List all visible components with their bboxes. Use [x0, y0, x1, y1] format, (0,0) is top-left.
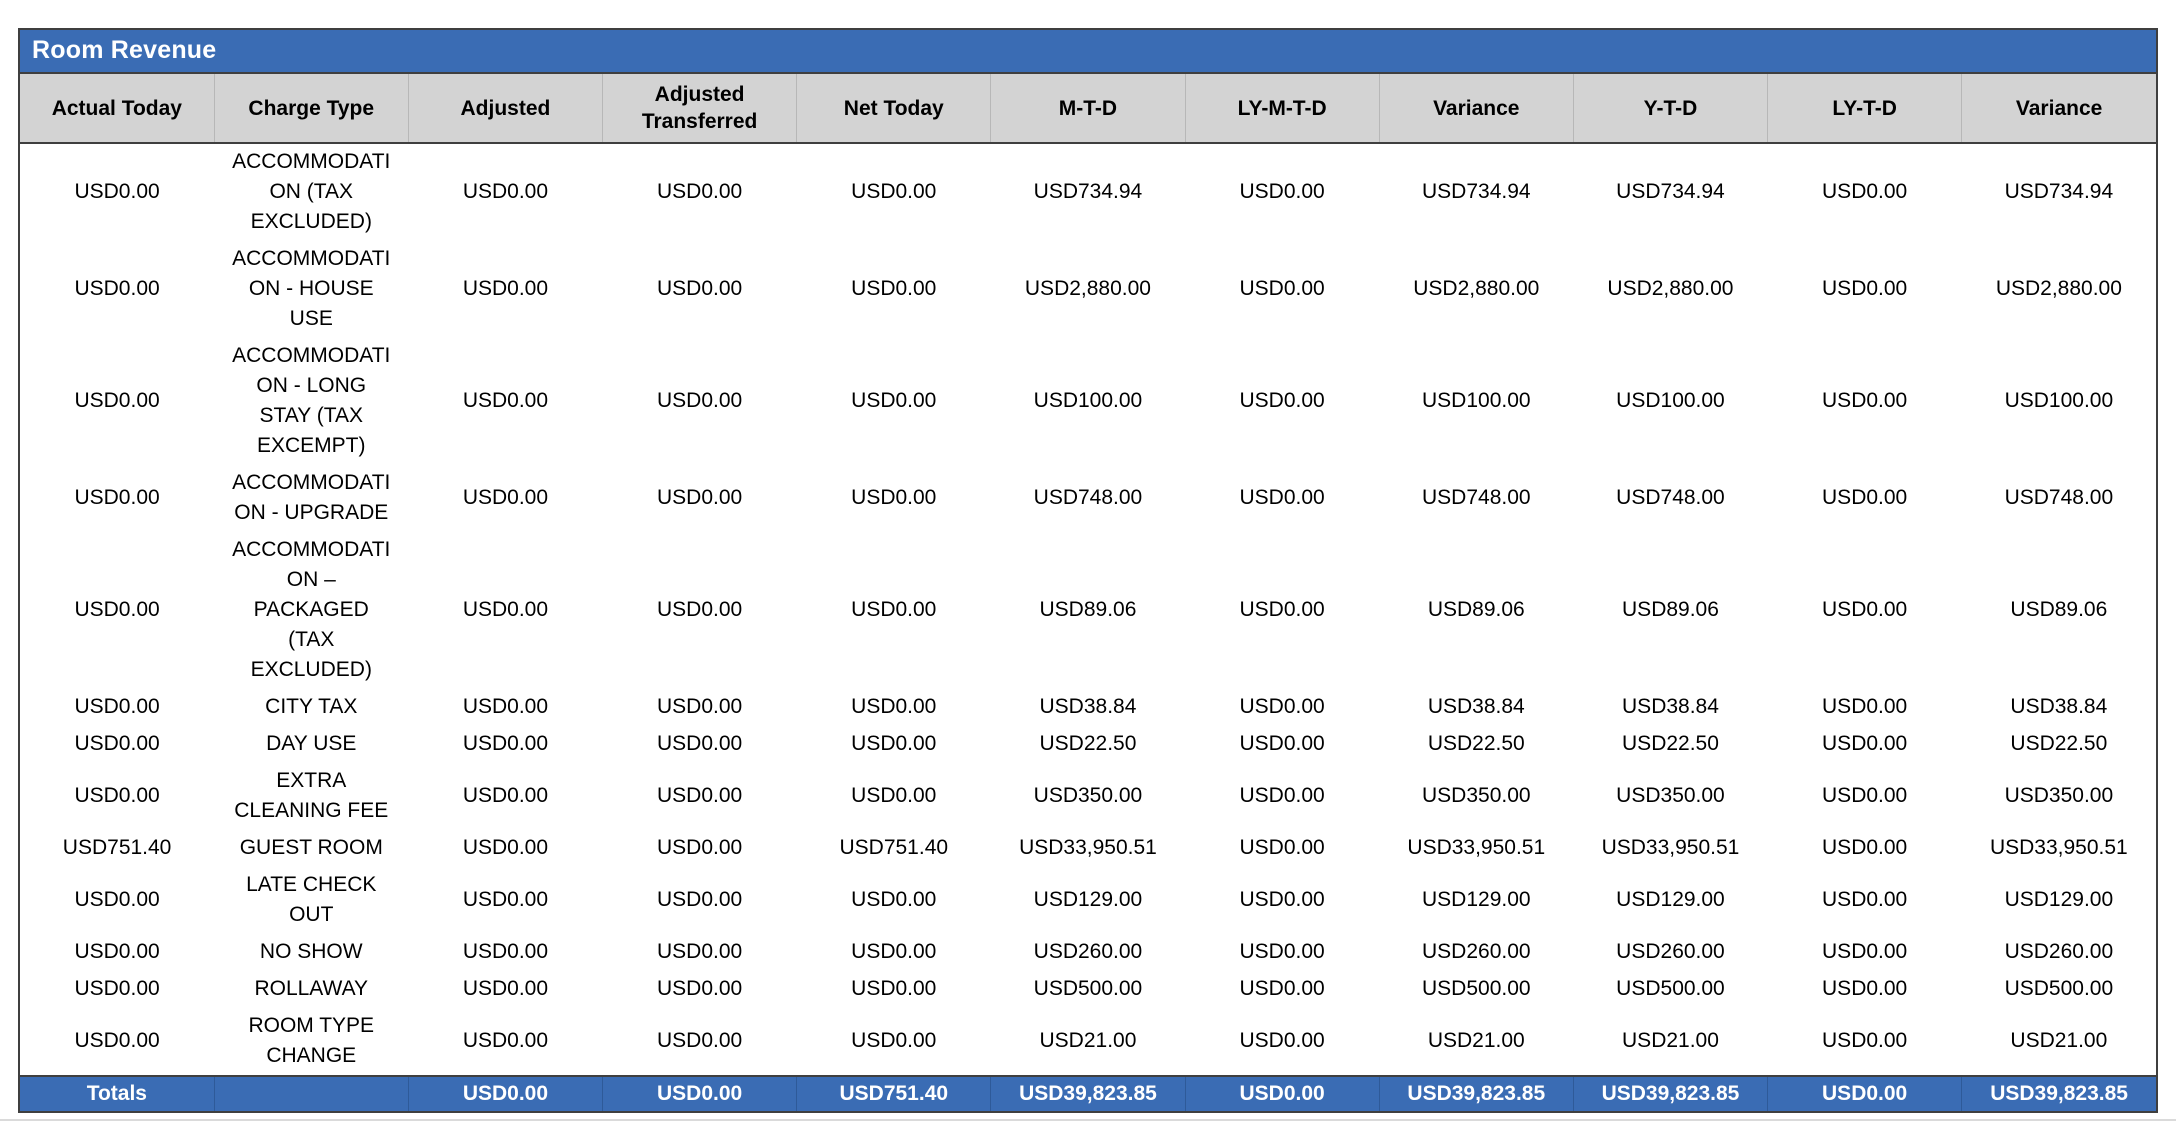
value-cell: USD129.00: [991, 867, 1185, 934]
value-cell: USD0.00: [20, 241, 214, 338]
value-cell: USD748.00: [1573, 465, 1767, 532]
value-cell: USD33,950.51: [991, 830, 1185, 867]
value-cell: USD0.00: [408, 465, 602, 532]
value-cell: USD0.00: [797, 971, 991, 1008]
value-cell: USD129.00: [1379, 867, 1573, 934]
value-cell: USD38.84: [991, 689, 1185, 726]
table-row-guest-room: [20, 830, 2156, 867]
value-cell: USD500.00: [991, 971, 1185, 1008]
value-cell: USD89.06: [1379, 532, 1573, 689]
value-cell: USD0.00: [20, 1008, 214, 1076]
column-header-charge-type: Charge Type: [214, 74, 408, 143]
value-cell: USD0.00: [603, 241, 797, 338]
totals-value-cell: USD39,823.85: [1573, 1076, 1767, 1111]
value-cell: USD0.00: [1185, 143, 1379, 241]
value-cell: USD0.00: [797, 338, 991, 465]
report-title: Room Revenue: [32, 36, 217, 64]
value-cell: USD350.00: [1573, 763, 1767, 830]
value-cell: USD0.00: [603, 338, 797, 465]
value-cell: USD0.00: [20, 726, 214, 763]
value-cell: USD0.00: [797, 867, 991, 934]
value-cell: USD33,950.51: [1962, 830, 2156, 867]
totals-label-cell: Totals: [20, 1076, 214, 1111]
value-cell: USD734.94: [1962, 143, 2156, 241]
value-cell: USD2,880.00: [991, 241, 1185, 338]
value-cell: USD0.00: [408, 338, 602, 465]
value-cell: USD21.00: [1379, 1008, 1573, 1076]
value-cell: USD129.00: [1573, 867, 1767, 934]
value-cell: USD33,950.51: [1573, 830, 1767, 867]
table-row-extra-cleaning-fee: [20, 763, 2156, 830]
value-cell: USD0.00: [1185, 830, 1379, 867]
value-cell: USD38.84: [1962, 689, 2156, 726]
value-cell: USD22.50: [1379, 726, 1573, 763]
value-cell: USD0.00: [408, 241, 602, 338]
column-header-ly-m-t-d: LY-M-T-D: [1185, 74, 1379, 143]
charge-type-cell: GUEST ROOM: [214, 830, 408, 867]
value-cell: USD260.00: [1379, 934, 1573, 971]
totals-row: [20, 1076, 2156, 1111]
value-cell: USD0.00: [797, 934, 991, 971]
value-cell: USD0.00: [1768, 830, 1962, 867]
value-cell: USD751.40: [20, 830, 214, 867]
value-cell: USD734.94: [1379, 143, 1573, 241]
value-cell: USD0.00: [408, 143, 602, 241]
charge-type-cell: CITY TAX: [214, 689, 408, 726]
value-cell: USD0.00: [603, 465, 797, 532]
value-cell: USD0.00: [408, 1008, 602, 1076]
value-cell: USD89.06: [1573, 532, 1767, 689]
column-header-variance-2: Variance: [1962, 74, 2156, 143]
charge-type-cell: ROOM TYPE CHANGE: [214, 1008, 408, 1076]
room-revenue-table: [20, 74, 2156, 1111]
charge-type-cell: DAY USE: [214, 726, 408, 763]
table-row-accommodation-house-use: [20, 241, 2156, 338]
value-cell: USD89.06: [991, 532, 1185, 689]
value-cell: USD0.00: [1185, 934, 1379, 971]
table-row-accommodation-long-stay-tax-excempt: [20, 338, 2156, 465]
value-cell: USD0.00: [1185, 241, 1379, 338]
value-cell: USD0.00: [603, 971, 797, 1008]
value-cell: USD0.00: [603, 763, 797, 830]
value-cell: USD0.00: [1768, 934, 1962, 971]
value-cell: USD0.00: [603, 532, 797, 689]
table-row-no-show: [20, 934, 2156, 971]
column-header-actual-today: Actual Today: [20, 74, 214, 143]
value-cell: USD21.00: [991, 1008, 1185, 1076]
value-cell: USD0.00: [408, 830, 602, 867]
value-cell: USD748.00: [991, 465, 1185, 532]
charge-type-cell: ACCOMMODATION (TAX EXCLUDED): [214, 143, 408, 241]
totals-value-cell: USD751.40: [797, 1076, 991, 1111]
value-cell: USD0.00: [20, 338, 214, 465]
column-header-variance: Variance: [1379, 74, 1573, 143]
value-cell: USD0.00: [1185, 971, 1379, 1008]
value-cell: USD0.00: [797, 241, 991, 338]
table-row-accommodation-packaged-tax-excluded: [20, 532, 2156, 689]
value-cell: USD0.00: [1768, 689, 1962, 726]
value-cell: USD0.00: [1768, 971, 1962, 1008]
value-cell: USD500.00: [1962, 971, 2156, 1008]
value-cell: USD350.00: [991, 763, 1185, 830]
value-cell: USD0.00: [1768, 726, 1962, 763]
charge-type-cell: ACCOMMODATION - HOUSE USE: [214, 241, 408, 338]
value-cell: USD0.00: [603, 830, 797, 867]
value-cell: USD0.00: [797, 726, 991, 763]
value-cell: USD0.00: [20, 934, 214, 971]
value-cell: USD0.00: [603, 1008, 797, 1076]
value-cell: USD0.00: [1185, 532, 1379, 689]
table-row-accommodation-upgrade: [20, 465, 2156, 532]
table-row-accommodation-tax-excluded: [20, 143, 2156, 241]
value-cell: USD0.00: [20, 689, 214, 726]
value-cell: USD129.00: [1962, 867, 2156, 934]
totals-value-cell: USD39,823.85: [1962, 1076, 2156, 1111]
room-revenue-report: [18, 28, 2158, 1113]
value-cell: USD0.00: [797, 532, 991, 689]
value-cell: USD0.00: [408, 532, 602, 689]
value-cell: USD0.00: [1768, 867, 1962, 934]
totals-value-cell: USD0.00: [1768, 1076, 1962, 1111]
value-cell: USD0.00: [1768, 1008, 1962, 1076]
table-header: [20, 74, 2156, 143]
column-header-ly-t-d: LY-T-D: [1768, 74, 1962, 143]
value-cell: USD0.00: [797, 143, 991, 241]
value-cell: USD0.00: [797, 465, 991, 532]
value-cell: USD0.00: [408, 726, 602, 763]
totals-value-cell: USD0.00: [408, 1076, 602, 1111]
value-cell: USD0.00: [603, 867, 797, 934]
value-cell: USD2,880.00: [1962, 241, 2156, 338]
value-cell: USD22.50: [991, 726, 1185, 763]
value-cell: USD0.00: [1768, 143, 1962, 241]
column-header-net-today: Net Today: [797, 74, 991, 143]
value-cell: USD21.00: [1962, 1008, 2156, 1076]
value-cell: USD38.84: [1379, 689, 1573, 726]
value-cell: USD260.00: [991, 934, 1185, 971]
value-cell: USD0.00: [603, 689, 797, 726]
table-body: [20, 143, 2156, 1111]
value-cell: USD350.00: [1379, 763, 1573, 830]
charge-type-cell: ACCOMMODATION - LONG STAY (TAX EXCEMPT): [214, 338, 408, 465]
value-cell: USD38.84: [1573, 689, 1767, 726]
value-cell: USD0.00: [797, 689, 991, 726]
value-cell: USD0.00: [603, 934, 797, 971]
value-cell: USD0.00: [20, 532, 214, 689]
value-cell: USD21.00: [1573, 1008, 1767, 1076]
charge-type-cell: ROLLAWAY: [214, 971, 408, 1008]
report-title-bar: [20, 30, 2156, 74]
value-cell: USD0.00: [408, 763, 602, 830]
value-cell: USD0.00: [1185, 763, 1379, 830]
totals-value-cell: USD0.00: [603, 1076, 797, 1111]
value-cell: USD0.00: [1185, 726, 1379, 763]
value-cell: USD100.00: [991, 338, 1185, 465]
column-header-y-t-d: Y-T-D: [1573, 74, 1767, 143]
page-bottom-rule: [0, 1119, 2176, 1121]
totals-value-cell: USD0.00: [1185, 1076, 1379, 1111]
value-cell: USD260.00: [1573, 934, 1767, 971]
table-row-room-type-change: [20, 1008, 2156, 1076]
value-cell: USD0.00: [20, 971, 214, 1008]
value-cell: USD0.00: [797, 1008, 991, 1076]
value-cell: USD500.00: [1379, 971, 1573, 1008]
charge-type-cell: EXTRA CLEANING FEE: [214, 763, 408, 830]
value-cell: USD0.00: [1768, 763, 1962, 830]
value-cell: USD0.00: [797, 763, 991, 830]
value-cell: USD734.94: [1573, 143, 1767, 241]
value-cell: USD0.00: [603, 143, 797, 241]
charge-type-cell: NO SHOW: [214, 934, 408, 971]
value-cell: USD0.00: [1768, 465, 1962, 532]
value-cell: USD0.00: [408, 867, 602, 934]
value-cell: USD751.40: [797, 830, 991, 867]
value-cell: USD734.94: [991, 143, 1185, 241]
totals-value-cell: [214, 1076, 408, 1111]
charge-type-cell: LATE CHECK OUT: [214, 867, 408, 934]
value-cell: USD100.00: [1962, 338, 2156, 465]
value-cell: USD0.00: [1185, 867, 1379, 934]
value-cell: USD0.00: [1185, 1008, 1379, 1076]
value-cell: USD0.00: [1185, 338, 1379, 465]
value-cell: USD0.00: [1768, 338, 1962, 465]
value-cell: USD100.00: [1573, 338, 1767, 465]
value-cell: USD0.00: [603, 726, 797, 763]
table-row-city-tax: [20, 689, 2156, 726]
header-row: [20, 74, 2156, 143]
value-cell: USD22.50: [1962, 726, 2156, 763]
value-cell: USD748.00: [1379, 465, 1573, 532]
value-cell: USD748.00: [1962, 465, 2156, 532]
value-cell: USD0.00: [1768, 532, 1962, 689]
value-cell: USD0.00: [408, 934, 602, 971]
value-cell: USD33,950.51: [1379, 830, 1573, 867]
charge-type-cell: ACCOMMODATION – PACKAGED (TAX EXCLUDED): [214, 532, 408, 689]
value-cell: USD89.06: [1962, 532, 2156, 689]
column-header-m-t-d: M-T-D: [991, 74, 1185, 143]
value-cell: USD350.00: [1962, 763, 2156, 830]
value-cell: USD0.00: [1768, 241, 1962, 338]
table-row-rollaway: [20, 971, 2156, 1008]
column-header-adjusted-transferred: Adjusted Transferred: [603, 74, 797, 143]
value-cell: USD0.00: [408, 971, 602, 1008]
value-cell: USD0.00: [1185, 689, 1379, 726]
totals-value-cell: USD39,823.85: [991, 1076, 1185, 1111]
table-row-late-check-out: [20, 867, 2156, 934]
value-cell: USD2,880.00: [1379, 241, 1573, 338]
value-cell: USD0.00: [20, 465, 214, 532]
charge-type-cell: ACCOMMODATION - UPGRADE: [214, 465, 408, 532]
value-cell: USD2,880.00: [1573, 241, 1767, 338]
totals-value-cell: USD39,823.85: [1379, 1076, 1573, 1111]
value-cell: USD0.00: [20, 143, 214, 241]
value-cell: USD500.00: [1573, 971, 1767, 1008]
value-cell: USD100.00: [1379, 338, 1573, 465]
table-row-day-use: [20, 726, 2156, 763]
value-cell: USD0.00: [1185, 465, 1379, 532]
column-header-adjusted: Adjusted: [408, 74, 602, 143]
value-cell: USD0.00: [20, 867, 214, 934]
value-cell: USD22.50: [1573, 726, 1767, 763]
value-cell: USD260.00: [1962, 934, 2156, 971]
value-cell: USD0.00: [408, 689, 602, 726]
value-cell: USD0.00: [20, 763, 214, 830]
